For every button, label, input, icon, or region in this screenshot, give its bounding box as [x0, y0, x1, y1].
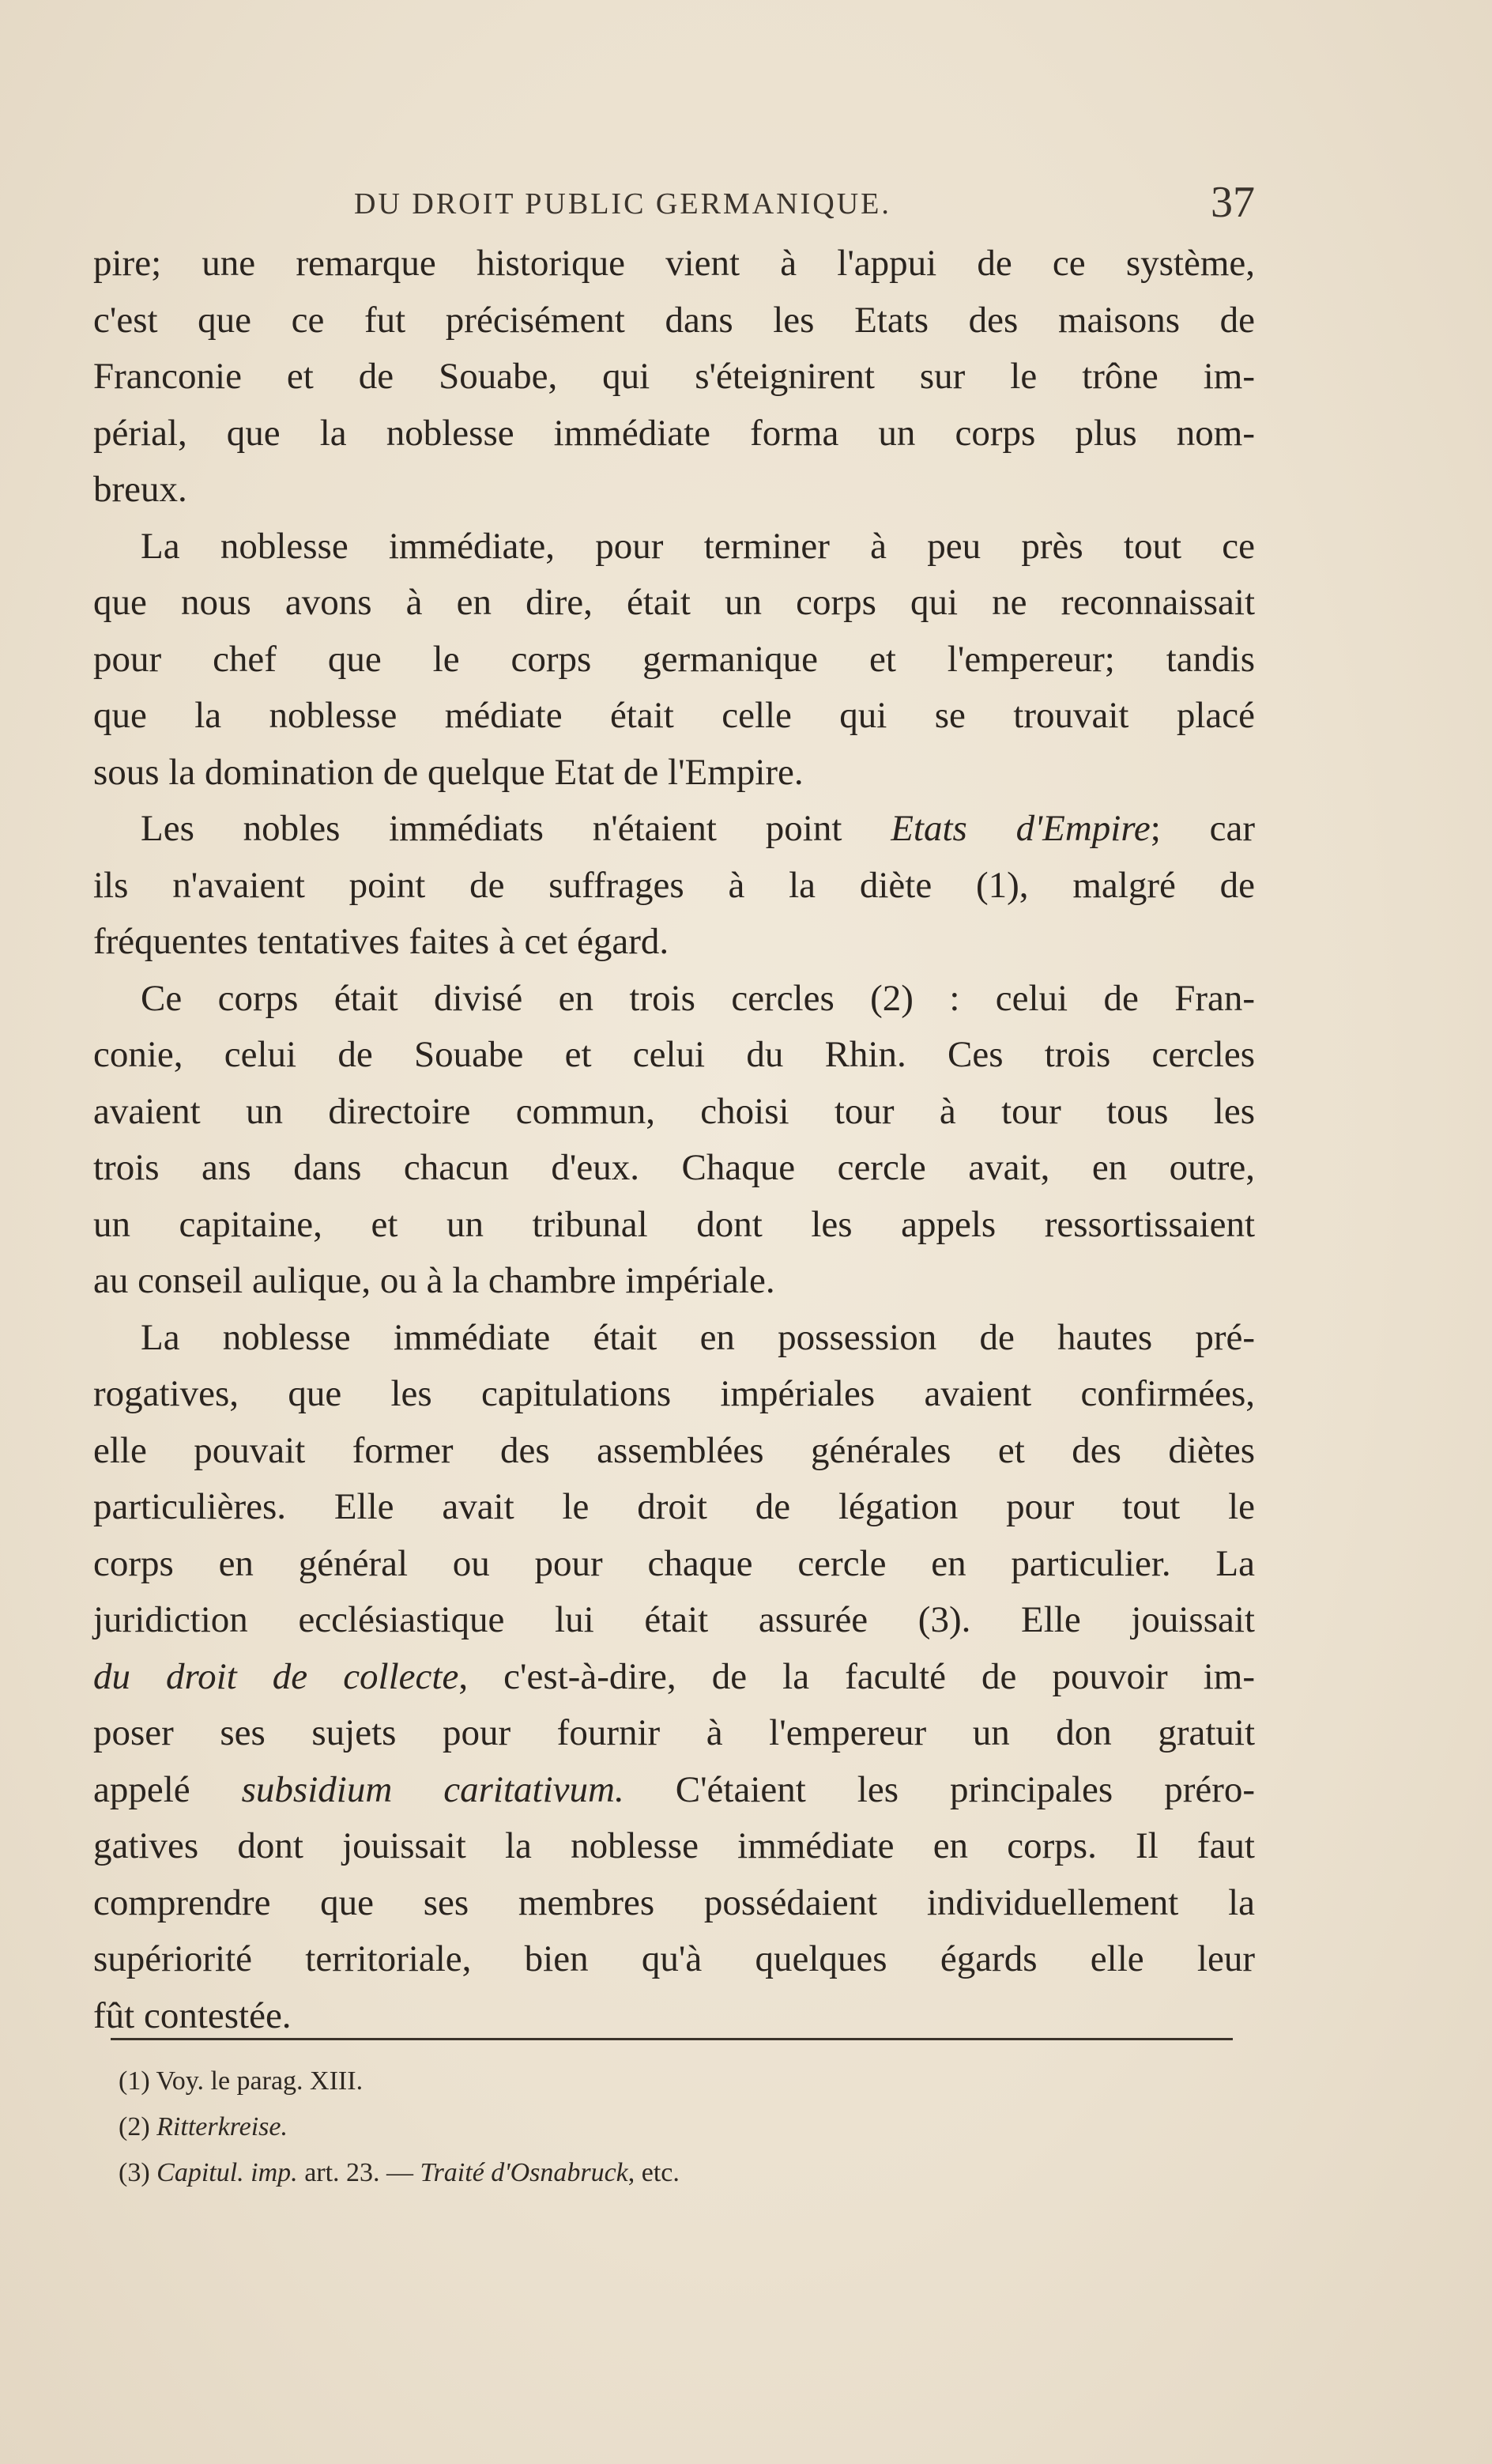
text-line: Franconie et de Souabe, qui s'éteignirent sur le trône im- — [93, 356, 1255, 397]
italic-term: Etats d'Empire — [891, 808, 1151, 849]
text-segment: appelé — [93, 1768, 242, 1810]
body-text — [93, 236, 1255, 2044]
text-line: périal, que la noblesse immédiate forma un corps plus nom- — [93, 412, 1255, 454]
text-line: gatives dont jouissait la noblesse immédiate en corps. Il faut — [93, 1825, 1255, 1866]
text-line: un capitaine, et un tribunal dont les appels ressortissaient — [93, 1203, 1255, 1245]
text-line: La noblesse immédiate était en possession de hautes pré- — [141, 1316, 1255, 1358]
footnote-italic: Capitul. imp. — [156, 2158, 298, 2187]
text-line: juridiction ecclésiastique lui était assurée (3). Elle jouissait — [93, 1599, 1255, 1640]
footnote-rule — [111, 2038, 1233, 2040]
text-line: La noblesse immédiate, pour terminer à peu près tout ce — [141, 525, 1255, 567]
footnote-text: , etc. — [627, 2158, 680, 2187]
text-line: corps en général ou pour chaque cercle en particulier. La — [93, 1542, 1255, 1584]
footnote-3 — [119, 2150, 1146, 2196]
page-number: 37 — [1211, 178, 1255, 227]
footnote-mark: (2) — [119, 2112, 150, 2141]
footnote-text: art. 23. — — [297, 2158, 420, 2187]
text-line: fût contestée. — [93, 1994, 292, 2036]
text-line: elle pouvait former des assemblées générales et des diètes — [93, 1429, 1255, 1471]
footnote-italic: Traité d'Osnabruck — [420, 2158, 628, 2187]
text-line: sous la domination de quelque Etat de l'Empire. — [93, 751, 804, 793]
footnote-text: Ritterkreise. — [156, 2112, 288, 2141]
text-line: que nous avons à en dire, était un corps qui ne reconnaissait — [93, 582, 1255, 623]
page-header — [93, 178, 1255, 234]
text-line: avaient un directoire commun, choisi tour à tour tous les — [93, 1090, 1255, 1132]
italic-term: subsidium caritativum. — [241, 1768, 624, 1810]
text-segment: C'étaient les principales préro- — [624, 1768, 1256, 1810]
text-line: supériorité territoriale, bien qu'à quelques égards elle leur — [93, 1938, 1255, 1979]
footnote-text: Voy. le parag. XIII. — [156, 2066, 364, 2096]
text-segment: Les nobles immédiats n'étaient point — [141, 808, 891, 849]
footnotes — [119, 2058, 1146, 2196]
text-line: au conseil aulique, ou à la chambre impériale. — [93, 1260, 775, 1301]
text-line: fréquentes tentatives faites à cet égard. — [93, 921, 669, 962]
text-line — [93, 801, 1255, 858]
text-line — [93, 1762, 1255, 1819]
text-line: Ce corps était divisé en trois cercles (2) : celui de Fran- — [141, 977, 1255, 1019]
text-line: pour chef que le corps germanique et l'empereur; tandis — [93, 638, 1255, 680]
text-line: particulières. Elle avait le droit de légation pour tout le — [93, 1486, 1255, 1527]
text-line: trois ans dans chacun d'eux. Chaque cercle avait, en outre, — [93, 1147, 1255, 1188]
text-line: conie, celui de Souabe et celui du Rhin. Ces trois cercles — [93, 1034, 1255, 1075]
footnote-mark: (1) — [119, 2066, 150, 2096]
text-segment: , c'est-à-dire, de la faculté de pouvoir im- — [458, 1655, 1255, 1697]
footnote-1 — [119, 2058, 1146, 2104]
footnote-mark: (3) — [119, 2158, 150, 2187]
text-line: c'est que ce fut précisément dans les Etats des maisons de — [93, 299, 1255, 341]
text-line: pire; une remarque historique vient à l'appui de ce système, — [93, 243, 1255, 284]
text-line — [93, 1649, 1255, 1706]
text-line: poser ses sujets pour fournir à l'empereur un don gratuit — [93, 1712, 1255, 1753]
text-line: ils n'avaient point de suffrages à la diète (1), malgré de — [93, 864, 1255, 906]
text-segment: ; car — [1150, 808, 1255, 849]
text-line: comprendre que ses membres possédaient individuellement la — [93, 1881, 1255, 1923]
text-line: que la noblesse médiate était celle qui se trouvait placé — [93, 695, 1255, 736]
footnote-2 — [119, 2104, 1146, 2150]
text-line: breux. — [93, 469, 187, 510]
text-line: rogatives, que les capitulations impériales avaient confirmées, — [93, 1373, 1255, 1414]
italic-term: du droit de collecte — [93, 1655, 459, 1697]
running-title: DU DROIT PUBLIC GERMANIQUE. — [354, 187, 891, 221]
